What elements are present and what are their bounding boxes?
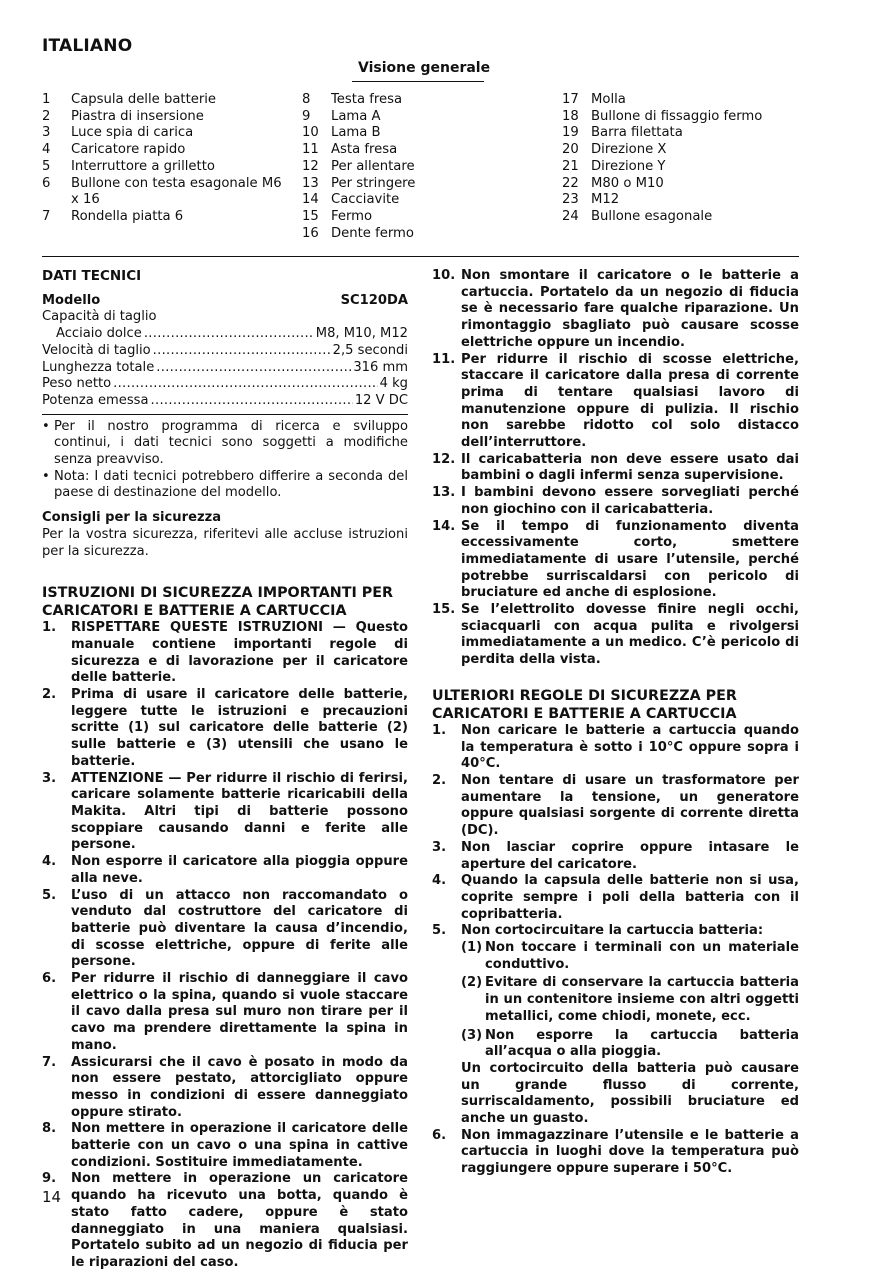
item-number: 12.: [432, 451, 456, 467]
spec-row: [42, 360, 408, 377]
additional-rule-subitem: [461, 975, 799, 1025]
parts-list-item: [42, 109, 292, 126]
important-instruction-item: [42, 771, 408, 855]
parts-list-item: [562, 92, 812, 109]
subitem-text: Evitare di conservare la cartuccia batteria in un contenitore insieme con altri oggetti metallici, come chiodi, monete, ecc.: [485, 975, 799, 1024]
part-number: 11: [302, 142, 319, 158]
additional-rules-sublist: [432, 940, 799, 1061]
item-text: Se l’elettrolito dovesse finire negli occhi, sciacquarli con acqua pulita e rivolgersi immediatamente a un medico. C’è pericolo di perdita della vista.: [461, 602, 799, 668]
part-number: 18: [562, 108, 579, 124]
language-heading: ITALIANO: [42, 36, 133, 56]
spec-row: [42, 343, 408, 360]
parts-list-item: [302, 192, 552, 209]
item-number: 2.: [432, 772, 447, 788]
parts-list-item: [302, 92, 552, 109]
parts-list-item: [562, 125, 812, 142]
item-number: 8.: [42, 1121, 57, 1137]
part-number: 15: [302, 208, 319, 224]
important-instruction-item: [42, 854, 408, 887]
spec-note: [42, 469, 408, 502]
important-instruction-item: [42, 620, 408, 687]
item-text: I bambini devono essere sorvegliati perché non giochino con il caricabatteria.: [461, 485, 799, 517]
part-number: 7: [42, 208, 51, 224]
part-label: Cacciavite: [331, 192, 400, 208]
spec-value: 316 mm: [353, 359, 408, 375]
spec-label: Peso netto: [42, 376, 112, 392]
item-number: 14.: [432, 518, 456, 534]
part-label: M12: [591, 192, 620, 208]
item-text: Il caricabatteria non deve essere usato dai bambini o dagli infermi senza supervisione.: [461, 451, 799, 484]
important-instruction-item: [432, 602, 799, 669]
spec-note: [42, 419, 408, 469]
spec-leader-dots: [153, 343, 331, 360]
parts-list-item: [562, 176, 812, 193]
part-label: Piastra di insersione: [71, 108, 204, 124]
item-text: Non cortocircuitare la cartuccia batteria:: [461, 923, 764, 939]
parts-list-item: [302, 159, 552, 176]
parts-list-item: [562, 192, 812, 209]
part-number: 23: [562, 192, 579, 208]
item-text: Non esporre il caricatore alla pioggia oppure alla neve.: [71, 854, 408, 886]
item-number: 9.: [42, 1171, 57, 1187]
additional-rule-subitem: [461, 940, 799, 973]
parts-list-item: [302, 226, 552, 243]
item-number: 2.: [42, 687, 57, 703]
part-label: Bullone esagonale: [591, 208, 713, 224]
model-label: Modello: [42, 292, 101, 308]
item-text: Non tentare di usare un trasformatore per aumentare la tensione, un generatore oppure qualsiasi sorgente di corrente diretta (DC).: [461, 772, 799, 839]
important-instructions-list-right: [432, 268, 799, 669]
parts-list-item: [562, 209, 812, 226]
spec-leader-dots: [144, 326, 314, 343]
item-text: Quando la capsula delle batterie non si usa, coprite sempre i poli della batteria con il copribatteria.: [461, 873, 799, 922]
important-instruction-item: [432, 352, 799, 452]
additional-rule-item: [432, 873, 799, 923]
parts-list-item: [42, 176, 292, 209]
left-column: [42, 268, 408, 1272]
parts-list-column-2: [302, 92, 552, 242]
parts-list-item: [42, 92, 292, 109]
part-label: Bullone con testa esagonale M6 x 16: [71, 175, 282, 208]
item-number: 3.: [42, 770, 57, 786]
spec-note-text: Nota: I dati tecnici potrebbero differire a seconda del paese di destinazione del modello.: [54, 468, 408, 501]
item-text: Non caricare le batterie a cartuccia quando la temperatura è sotto i 10°C oppure sopra i 40°C.: [461, 722, 799, 772]
part-label: Asta fresa: [331, 142, 398, 158]
additional-rule-item: [432, 773, 799, 840]
specs-title: DATI TECNICI: [42, 268, 142, 284]
parts-list-item: [42, 209, 292, 226]
subitem-number: (3): [461, 1027, 483, 1043]
spec-value: 4 kg: [379, 376, 408, 392]
additional-rule-item: [432, 923, 799, 940]
short-circuit-note: Un cortocircuito della batteria può causare un grande flusso di corrente, surriscaldamento, possibili bruciature ed anche un guasto.: [461, 1060, 799, 1127]
part-label: Bullone di fissaggio fermo: [591, 108, 763, 124]
item-text: Per ridurre il rischio di scosse elettriche, staccare il caricatore dalla presa di corrente prima di tentare qualsiasi lavoro di manutenzione oppure di pulizia. Il rischio non sarebbe ridotto col solo distacco dell’interruttore.: [461, 351, 799, 451]
part-number: 1: [42, 92, 51, 107]
subitem-number: (1): [461, 940, 483, 956]
part-number: 16: [302, 225, 319, 241]
item-number: 1.: [42, 620, 57, 636]
important-instruction-item: [432, 519, 799, 603]
parts-list-item: [302, 125, 552, 142]
part-label: Testa fresa: [331, 92, 403, 107]
part-label: Interruttore a grilletto: [71, 158, 215, 174]
item-text: L’uso di un attacco non raccomandato o venduto dal costruttore del caricatore di batterie può diventare la causa d’incendio, di scosse elettriche, oppure di ferite alle persone.: [71, 887, 408, 970]
parts-list-item: [562, 142, 812, 159]
spec-row: [42, 376, 408, 393]
item-text: RISPETTARE QUESTE ISTRUZIONI — Questo manuale contiene importanti regole di sicurezza e di lavorazione per il caricatore delle batterie.: [71, 620, 408, 686]
part-number: 21: [562, 158, 579, 174]
capacity-label: Capacità di taglio: [42, 309, 157, 325]
spec-leader-dots: [151, 393, 353, 410]
additional-rule-item: [432, 723, 799, 773]
part-number: 9: [302, 108, 311, 124]
part-label: Lama B: [331, 125, 381, 141]
part-number: 22: [562, 175, 579, 191]
overview-title-underline: [352, 81, 484, 82]
parts-list-item: [562, 159, 812, 176]
part-number: 10: [302, 125, 319, 141]
parts-list-item: [42, 142, 292, 159]
item-number: 10.: [432, 268, 456, 283]
item-number: 7.: [42, 1054, 57, 1070]
part-number: 19: [562, 125, 579, 141]
part-label: Per allentare: [331, 158, 415, 174]
parts-list-item: [42, 125, 292, 142]
important-instruction-item: [42, 888, 408, 972]
part-number: 3: [42, 125, 51, 141]
important-instruction-item: [42, 1055, 408, 1122]
item-number: 13.: [432, 485, 456, 501]
item-text: Se il tempo di funzionamento diventa eccessivamente corto, smettere immediatamente di usare l’utensile, perché potrebbe surriscaldarsi con pericolo di bruciature ed anche di esplosione.: [461, 518, 799, 601]
overview-title: Visione generale: [358, 60, 491, 76]
item-number: 3.: [432, 839, 447, 855]
item-text: Non mettere in operazione un caricatore quando ha ricevuto una botta, quando è stato fatto cadere, oppure è stato danneggiato in una maniera qualsiasi. Portatelo subito ad un negozio di fiducia per le riparazioni del caso.: [71, 1171, 408, 1270]
spec-note-text: Per il nostro programma di ricerca e sviluppo continui, i dati tecnici sono soggetti a modifiche senza preavviso.: [54, 418, 408, 468]
part-label: Luce spia di carica: [71, 125, 194, 141]
safety-advice-text: Per la vostra sicurezza, riferitevi alle accluse istruzioni per la sicurezza.: [42, 526, 408, 559]
part-label: Caricatore rapido: [71, 142, 186, 158]
part-label: Barra filettata: [591, 125, 683, 141]
part-number: 14: [302, 192, 319, 208]
parts-list-item: [302, 142, 552, 159]
part-number: 2: [42, 108, 51, 124]
spec-label: Lunghezza totale: [42, 359, 155, 375]
item-text: Non immagazzinare l’utensile e le batterie a cartuccia in luoghi dove la temperatura può raggiungere oppure superare i 50°C.: [461, 1127, 799, 1177]
spec-label: Velocità di taglio: [42, 342, 151, 358]
spec-leader-dots: [113, 376, 377, 393]
item-number: 5.: [432, 923, 447, 939]
parts-list-column-3: [562, 92, 812, 226]
additional-rule-item: [432, 1128, 799, 1178]
parts-list-item: [562, 109, 812, 126]
important-instruction-item: [432, 268, 799, 352]
part-number: 6: [42, 175, 51, 191]
spec-notes: [42, 419, 408, 503]
important-instruction-item: [432, 452, 799, 485]
additional-rule-item: [432, 840, 799, 873]
bullet-icon: •: [42, 468, 50, 484]
subitem-text: Non toccare i terminali con un materiale conduttivo.: [485, 940, 799, 972]
item-text: Per ridurre il rischio di danneggiare il cavo elettrico o la spina, quando si vuole staccare il cavo dalla presa sul muro non tirare per il cavo ma prendere direttamente la spina in mano.: [71, 971, 408, 1053]
spec-label: Potenza emessa: [42, 392, 149, 408]
item-text: Non lasciar coprire oppure intasare le aperture del caricatore.: [461, 839, 799, 872]
spec-leader-dots: [156, 360, 351, 377]
subitem-number: (2): [461, 975, 483, 991]
spec-rows: [42, 326, 408, 410]
section-divider: [42, 256, 799, 257]
additional-rules-title: ULTERIORI REGOLE DI SICUREZZA PER CARICATORI E BATTERIE A CARTUCCIA: [432, 687, 737, 722]
item-number: 1.: [432, 722, 447, 738]
spec-row: [42, 393, 408, 410]
part-number: 8: [302, 92, 311, 107]
additional-rules-item-6-wrap: [432, 1128, 799, 1178]
important-instruction-item: [432, 485, 799, 518]
parts-list-item: [302, 176, 552, 193]
item-number: 11.: [432, 351, 456, 367]
additional-rule-subitem: [461, 1028, 799, 1061]
part-label: Per stringere: [331, 175, 416, 191]
important-instructions-list-left: [42, 620, 408, 1271]
part-number: 12: [302, 158, 319, 174]
model-row: [42, 293, 408, 310]
part-number: 17: [562, 92, 579, 107]
part-number: 4: [42, 142, 51, 158]
spec-label: Acciaio dolce: [56, 326, 142, 342]
part-label: M80 o M10: [591, 175, 664, 191]
item-number: 6.: [42, 971, 57, 987]
item-number: 4.: [42, 854, 57, 870]
part-number: 5: [42, 158, 51, 174]
item-number: 6.: [432, 1127, 447, 1143]
subitem-text: Non esporre la cartuccia batteria all’acqua o alla pioggia.: [485, 1027, 799, 1060]
part-label: Capsula delle batterie: [71, 92, 217, 107]
spec-value: 12 V DC: [354, 392, 408, 408]
spec-value: M8, M10, M12: [315, 326, 408, 342]
safety-advice-title: Consigli per la sicurezza: [42, 510, 222, 526]
parts-list-item: [42, 159, 292, 176]
part-number: 20: [562, 142, 579, 158]
page-number: 14: [42, 1188, 62, 1206]
part-label: Direzione Y: [591, 158, 666, 174]
item-number: 4.: [432, 873, 447, 889]
spec-row: [42, 326, 408, 343]
important-instructions-title: ISTRUZIONI DI SICUREZZA IMPORTANTI PER CARICATORI E BATTERIE A CARTUCCIA: [42, 585, 394, 620]
part-label: Direzione X: [591, 142, 667, 158]
item-text: ATTENZIONE — Per ridurre il rischio di ferirsi, caricare solamente batterie ricaricabili della Makita. Altri tipi di batterie possono scoppiare causando danni e ferite alle persone.: [71, 770, 408, 853]
item-text: Non smontare il caricatore o le batterie a cartuccia. Portatelo da un negozio di fiducia se è necessario fare qualche riparazione. Un rimontaggio sbagliato può causare scosse elettriche oppure un incendio.: [461, 268, 799, 350]
part-label: Molla: [591, 92, 626, 107]
important-instruction-item: [42, 971, 408, 1055]
item-text: Non mettere in operazione il caricatore delle batterie con un cavo o una spina in cattive condizioni. Sostituire immediatamente.: [71, 1121, 408, 1170]
part-label: Lama A: [331, 108, 381, 124]
important-instruction-item: [42, 1171, 408, 1271]
part-label: Dente fermo: [331, 225, 414, 241]
important-instruction-item: [42, 1121, 408, 1171]
additional-rules-list: [432, 723, 799, 940]
model-value: SC120DA: [340, 292, 408, 308]
important-instruction-item: [42, 687, 408, 771]
part-label: Rondella piatta 6: [71, 208, 184, 224]
item-text: Assicurarsi che il cavo è posato in modo da non essere pestato, attorcigliato oppure messo in condizioni di essere danneggiato oppure stirato.: [71, 1054, 408, 1120]
part-number: 13: [302, 175, 319, 191]
parts-list-column-1: [42, 92, 292, 226]
right-column: [432, 268, 799, 1178]
specs-rule: [42, 414, 408, 415]
item-number: 5.: [42, 887, 57, 903]
spec-value: 2,5 secondi: [332, 342, 408, 358]
parts-list-item: [302, 209, 552, 226]
part-number: 24: [562, 208, 579, 224]
part-label: Fermo: [331, 208, 373, 224]
bullet-icon: •: [42, 418, 50, 434]
item-text: Prima di usare il caricatore delle batterie, leggere tutte le istruzioni e precauzioni scritte (1) sul caricatore delle batterie (2) sulle batterie e (3) utensili che usano le batterie.: [71, 687, 408, 769]
item-number: 15.: [432, 602, 456, 618]
parts-list-item: [302, 109, 552, 126]
